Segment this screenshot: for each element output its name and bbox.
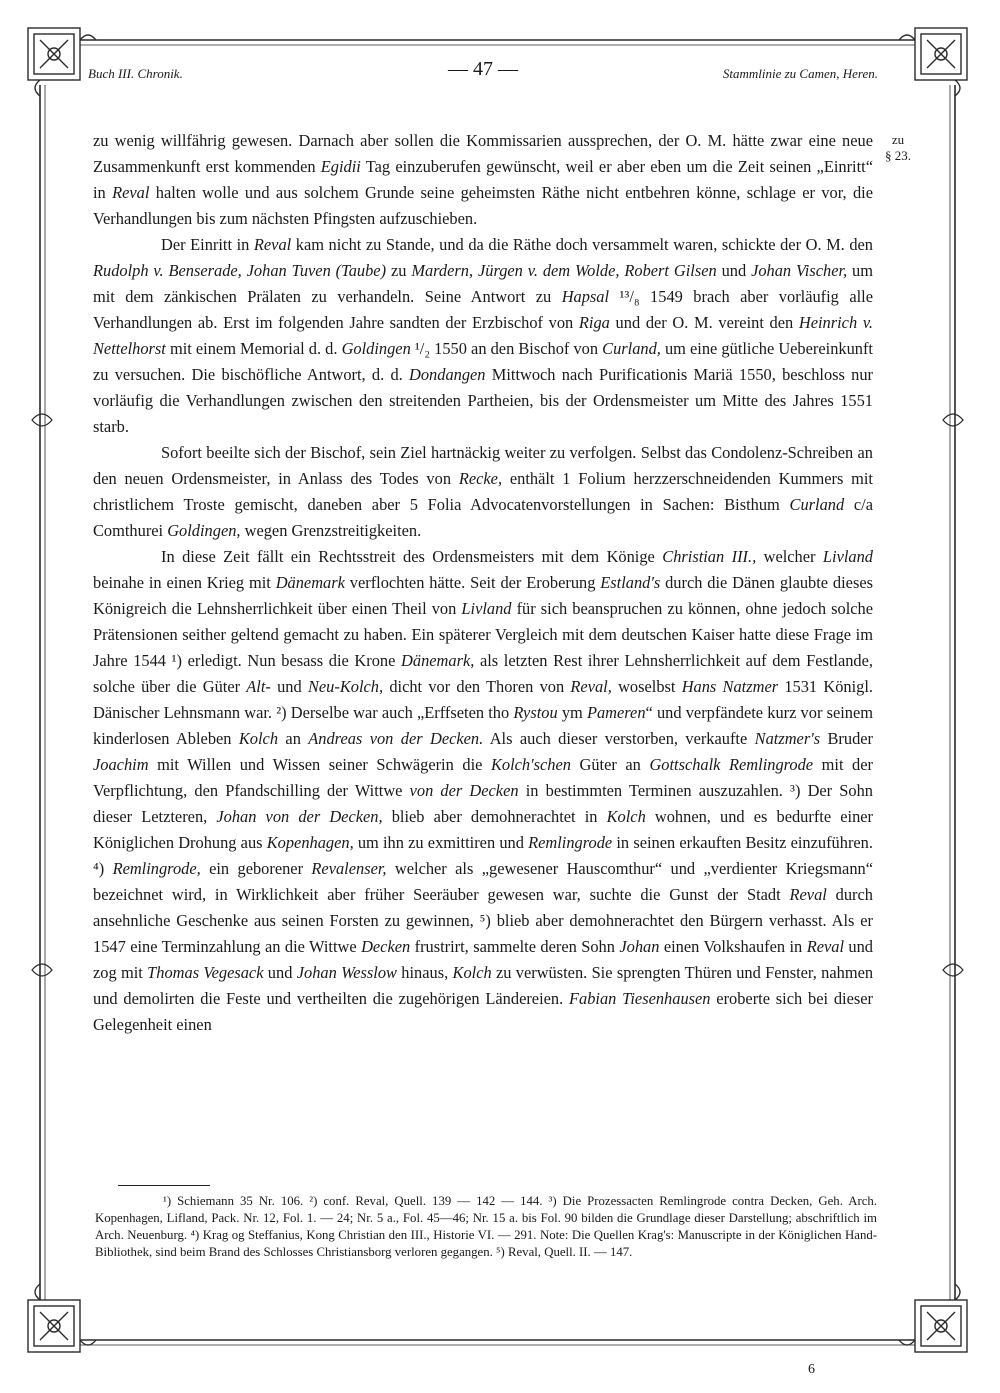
italic-name: Riga: [578, 313, 610, 332]
italic-name: Livland: [822, 547, 873, 566]
italic-name: Dänemark,: [401, 651, 475, 670]
italic-name: Rystou: [513, 703, 558, 722]
margin-note-line2: § 23.: [885, 148, 911, 163]
text-run: Der Einritt in: [161, 235, 254, 254]
italic-name: Egidii: [320, 157, 361, 176]
italic-name: Estland's: [600, 573, 661, 592]
printer-signature-mark: 6: [808, 1362, 815, 1377]
text-run: Tag einzuberufen gewünscht, weil er aber eben um die Zeit seinen „Einritt“ in: [93, 157, 873, 202]
text-run: in bestimmten Terminen auszuzahlen. ³) Der Sohn dieser Letzteren,: [93, 781, 873, 826]
italic-name: Curland,: [602, 339, 661, 358]
paragraph-1: [93, 128, 873, 232]
italic-name: Christian III.,: [662, 547, 757, 566]
text-run: zu wenig willfährig gewesen. Darnach aber sollen die Kommissarien aussprechen, der O. M. hätte zwar eine neue Zusammenkunft erst kommenden: [93, 131, 873, 176]
paragraph-3: [93, 440, 873, 544]
text-run: mit Willen und Wissen seiner Schwägerin die: [148, 755, 491, 774]
text-run: ¹/₂ 1550 an den Bischof von: [410, 339, 603, 358]
running-header: [88, 58, 878, 88]
text-run: Güter an: [570, 755, 650, 774]
paragraph-4: [93, 544, 873, 1038]
text-run: Als auch dieser verstorben, verkaufte: [483, 729, 755, 748]
italic-name: Hans Natzmer: [681, 677, 779, 696]
text-run: und: [716, 261, 752, 280]
italic-name: Hapsal: [561, 287, 610, 306]
italic-name: Neu-Kolch,: [307, 677, 384, 696]
paragraph-2: [93, 232, 873, 440]
italic-name: Rudolph v. Benserade, Johan Tuven (Taube): [93, 261, 387, 280]
italic-name: Johan: [619, 937, 660, 956]
text-run: woselbst: [611, 677, 682, 696]
italic-name: Andreas von der Decken.: [308, 729, 484, 748]
text-run: wegen Grenzstreitigkeiten.: [240, 521, 422, 540]
text-run: und der O. M. vereint den: [609, 313, 799, 332]
italic-name: Reval: [806, 937, 844, 956]
text-run: um ihn zu exmittiren und: [353, 833, 529, 852]
italic-name: Reval: [253, 235, 292, 254]
corner-ornament-bottom-left: [28, 1284, 96, 1352]
text-run: ¹³/₈ 1549 brach aber vorläufig alle Verhandlungen ab. Erst im folgenden Jahre sandten der Erzbischof von: [93, 287, 873, 332]
main-body-text: [93, 128, 873, 1038]
footnote-text: ¹) Schiemann 35 Nr. 106. ²) conf. Reval, Quell. 139 — 142 — 144. ³) Die Prozessacten Remlingrode contra Decken, Geh. Arch. Kopenhagen, Lifland, Pack. Nr. 12, Fol. 1. — 24; Nr. 5 a., Fol. 45—46; Nr. 15 a. bis Fol. 90 bilden die Grundlage dieser Darstellung; abschriftlich im Arch. Neuenburg. ⁴) Krag og Steffanius, Kong Christian den III., Historie VI. — 291. Note: Die Quellen Krag's: Manuscripte in der Königlichen Hand-Bibliothek, sind beim Brand des Schlosses Christiansborg verloren gegangen. ⁵) Reval, Quell. II. — 147.: [95, 1194, 877, 1259]
italic-name: Decken: [361, 937, 411, 956]
text-run: welcher als „gewesener Hauscomthur“ und „verdienter Kriegsmann“ bezeichnet wird, in Wirklichkeit aber früher Seeräuber gewesen war, suchte die Gunst der Stadt: [93, 859, 873, 904]
italic-name: Livland: [461, 599, 512, 618]
italic-name: Pameren: [586, 703, 646, 722]
text-run: Sofort beeilte sich der Bischof, sein Ziel hartnäckig weiter zu verfolgen. Selbst das Condolenz-Schreiben an den neuen Ordensmeister, in Anlass des Todes von: [93, 443, 873, 488]
italic-name: Revalenser,: [311, 859, 387, 878]
footnotes: [95, 1193, 877, 1261]
text-run: frustrirt, sammelte deren Sohn: [410, 937, 620, 956]
footnote-separator: [118, 1185, 210, 1186]
text-run: kam nicht zu Stande, und da die Räthe doch versammelt waren, schickte der O. M. den: [291, 235, 873, 254]
italic-name: Goldingen: [341, 339, 411, 358]
italic-name: Remlingrode,: [112, 859, 201, 878]
text-run: um mit dem zänkischen Prälaten zu verhandeln. Seine Antwort zu: [93, 261, 873, 306]
text-run: Mittwoch nach Purificationis Mariä 1550, beschloss nur vorläufig die Verhandlungen zwischen den streitenden Partheien, bis der Ordensmeister um Mitte des Jahres 1551 starb.: [93, 365, 873, 436]
italic-name: Recke,: [458, 469, 503, 488]
text-run: 1531 Königl. Dänischer Lehnsmann war. ²) Derselbe war auch „Erffseten tho: [93, 677, 873, 722]
text-run: als letzten Rest ihrer Lehnsherrlichkeit auf dem Festlande, solche über die Güter: [93, 651, 873, 696]
italic-name: Reval,: [570, 677, 612, 696]
italic-name: von der Decken: [409, 781, 519, 800]
text-run: “ und verpfändete kurz vor seinem kinderlosen Ableben: [93, 703, 873, 748]
text-run: beinahe in einen Krieg mit: [93, 573, 276, 592]
italic-name: Kopenhagen,: [266, 833, 354, 852]
header-section-title: Stammlinie zu Camen, Heren.: [722, 66, 878, 81]
text-run: mit einem Memorial d. d.: [165, 339, 342, 358]
text-run: durch die Dänen glaubte dieses Königreich die Lehnsherrlichkeit über einen Theil von: [93, 573, 873, 618]
italic-name: Gottschalk Remlingrode: [649, 755, 814, 774]
header-book-title: Buch III. Chronik.: [88, 66, 183, 81]
corner-ornament-bottom-right: [899, 1284, 967, 1352]
italic-name: Joachim: [93, 755, 149, 774]
corner-ornament-top-right: [899, 28, 967, 96]
italic-name: Kolch: [452, 963, 492, 982]
corner-ornament-top-left: [28, 28, 96, 96]
italic-name: Fabian Tiesenhausen: [569, 989, 711, 1008]
italic-name: Reval: [112, 183, 150, 202]
text-run: und: [263, 963, 297, 982]
page-number: — 47 —: [448, 58, 518, 80]
text-run: Bruder: [820, 729, 873, 748]
text-run: für sich beanspruchen zu können, ohne jedoch solche Prätensionen seither geltend gemacht zu haben. Ein späterer Vergleich mit dem deutschen Kaiser hatte diese Frage im Jahre 1544 ¹) erledigt. Nun besass die Krone: [93, 599, 873, 670]
text-run: in seinen erkauften Besitz einzuführen. ⁴): [93, 833, 873, 878]
text-run: hinaus,: [396, 963, 453, 982]
text-run: an: [278, 729, 309, 748]
italic-name: Goldingen,: [167, 521, 241, 540]
italic-name: Alt-: [246, 677, 271, 696]
text-run: und: [270, 677, 308, 696]
italic-name: Johan Vischer,: [751, 261, 848, 280]
text-run: wohnen, und es bedurfte einer Königlichen Drohung aus: [93, 807, 873, 852]
italic-name: Mardern, Jürgen v. dem Wolde, Robert Gilsen: [411, 261, 717, 280]
italic-name: Thomas Vegesack: [147, 963, 264, 982]
italic-name: Dänemark: [275, 573, 345, 592]
text-run: ym: [557, 703, 587, 722]
text-run: verflochten hätte. Seit der Eroberung: [344, 573, 601, 592]
italic-name: Kolch: [238, 729, 279, 748]
margin-note-line1: zu: [891, 132, 905, 147]
text-run: durch ansehnliche Geschenke aus seinen Forsten zu gewinnen, ⁵) blieb aber demohnerachtet den Bürgern verhasst. Als er 1547 eine Terminzahlung an die Wittwe: [93, 885, 873, 956]
text-run: blieb aber demohnerachtet in: [382, 807, 607, 826]
text-run: dicht vor den Thoren von: [383, 677, 571, 696]
text-run: mit der Verpflichtung, den Pfandschilling der Wittwe: [93, 755, 873, 800]
italic-name: Kolch'schen: [490, 755, 571, 774]
text-run: halten wolle und aus solchem Grunde seine geheimsten Räthe nicht entbehren könne, schlage er vor, die Verhandlungen bis zum nächsten Pfingsten aufzuschieben.: [93, 183, 873, 228]
text-run: um eine gütliche Uebereinkunft zu versuchen. Die bischöfliche Antwort, d. d.: [93, 339, 873, 384]
text-run: zu verwüsten. Sie sprengten Thüren und Fenster, nahmen und demolirten die Feste und vertheilten die zugehörigen Ländereien.: [93, 963, 874, 1008]
italic-name: Dondangen: [409, 365, 486, 384]
text-run: c/a Comthurei: [93, 495, 874, 540]
italic-name: Kolch: [606, 807, 646, 826]
text-run: eroberte sich bei dieser Gelegenheit einen: [93, 989, 873, 1034]
text-run: enthält 1 Folium herzzerschneidenden Kummers mit christlichem Troste gemischt, daneben aber 5 Folia Advocatenvorstellungen in Sachen: Bisthum: [93, 469, 873, 514]
italic-name: Heinrich v. Nettelhorst: [93, 313, 873, 358]
text-run: ein geborener: [200, 859, 312, 878]
italic-name: Curland: [789, 495, 845, 514]
text-run: und zog mit: [93, 937, 874, 982]
italic-name: Johan Wesslow: [296, 963, 397, 982]
italic-name: Johan von der Decken,: [216, 807, 383, 826]
text-run: einen Volkshaufen in: [659, 937, 807, 956]
text-run: zu: [386, 261, 412, 280]
text-run: welcher: [756, 547, 823, 566]
italic-name: Reval: [789, 885, 827, 904]
italic-name: Natzmer's: [754, 729, 821, 748]
italic-name: Remlingrode: [528, 833, 613, 852]
text-run: In diese Zeit fällt ein Rechtsstreit des Ordensmeisters mit dem Könige: [161, 547, 663, 566]
margin-note: [878, 132, 918, 164]
